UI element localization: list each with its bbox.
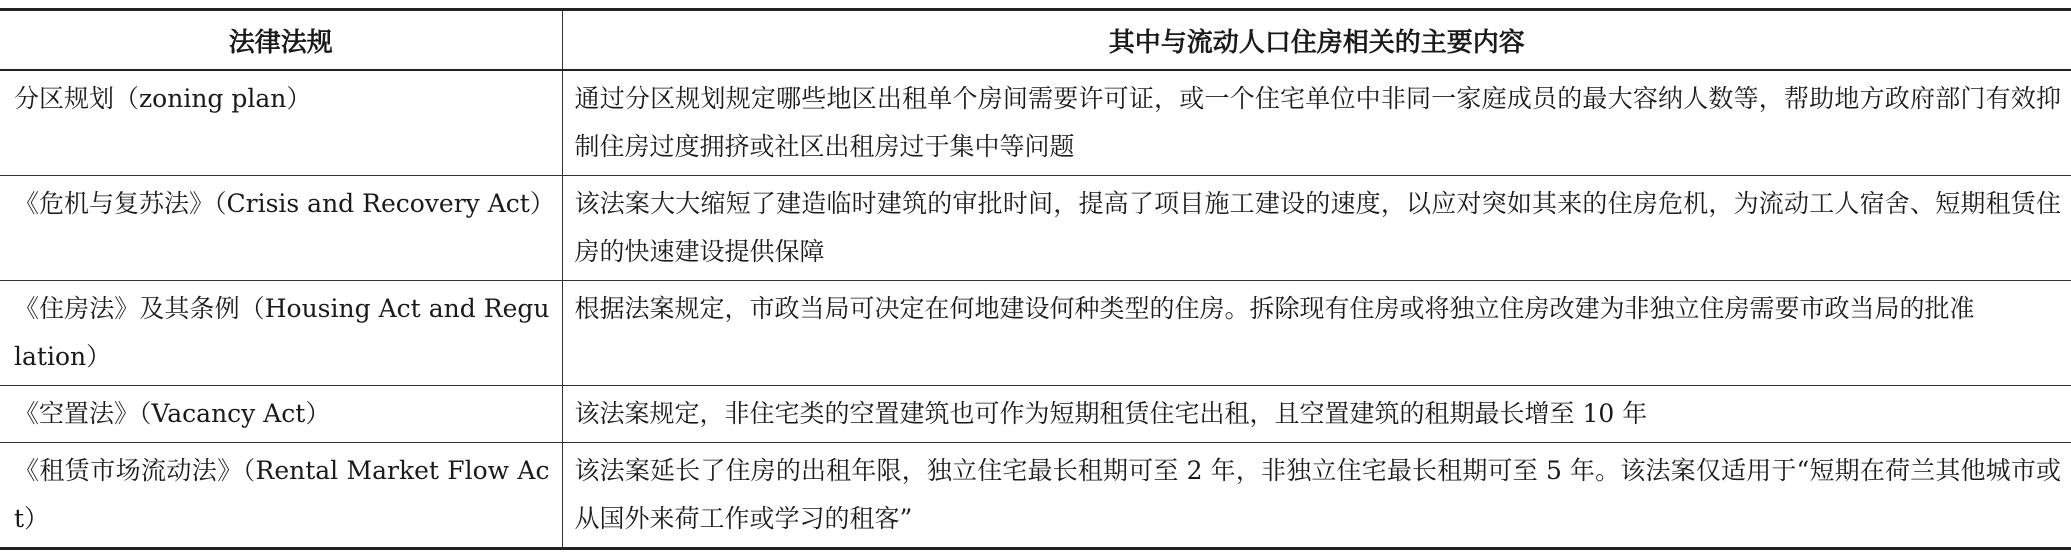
- housing-law-table-container: [0, 8, 2071, 550]
- content-cell: 根据法案规定，市政当局可决定在何地建设何种类型的住房。拆除现有住房或将独立住房改建为非独立住房需要市政当局的批准: [574, 294, 1975, 323]
- table-header: [0, 10, 2071, 71]
- header-content: 其中与流动人口住房相关的主要内容: [1108, 27, 1525, 58]
- law-cell: 《住房法》及其条例（Housing Act and Regulation）: [0, 281, 562, 386]
- header-row: [0, 10, 2071, 71]
- content-cell: 该法案大大缩短了建造临时建筑的审批时间，提高了项目施工建设的速度，以应对突如其来的住房危机，为流动工人宿舍、短期租赁住房的快速建设提供保障: [574, 189, 2061, 266]
- law-cell: 分区规划（zoning plan）: [0, 70, 562, 176]
- table-body: [0, 70, 2071, 549]
- table-row: [0, 281, 2071, 386]
- table-row: [0, 176, 2071, 281]
- table-row: [0, 386, 2071, 443]
- housing-law-table: [0, 8, 2071, 550]
- law-cell: 《租赁市场流动法》（Rental Market Flow Act）: [0, 443, 562, 549]
- content-cell: 该法案规定，非住宅类的空置建筑也可作为短期租赁住宅出租，且空置建筑的租期最长增至 10 年: [574, 399, 1648, 428]
- table-row: [0, 70, 2071, 176]
- header-law: 法律法规: [0, 10, 562, 71]
- law-cell: 《空置法》（Vacancy Act）: [0, 386, 562, 443]
- content-cell: 该法案延长了住房的出租年限，独立住宅最长租期可至 2 年，非独立住宅最长租期可至 5 年。该法案仅适用于“短期在荷兰其他城市或从国外来荷工作或学习的租客”: [574, 456, 2061, 533]
- law-cell: 《危机与复苏法》（Crisis and Recovery Act）: [0, 176, 562, 281]
- table-row: [0, 443, 2071, 549]
- content-cell: 通过分区规划规定哪些地区出租单个房间需要许可证，或一个住宅单位中非同一家庭成员的最大容纳人数等，帮助地方政府部门有效抑制住房过度拥挤或社区出租房过于集中等问题: [574, 84, 2061, 161]
